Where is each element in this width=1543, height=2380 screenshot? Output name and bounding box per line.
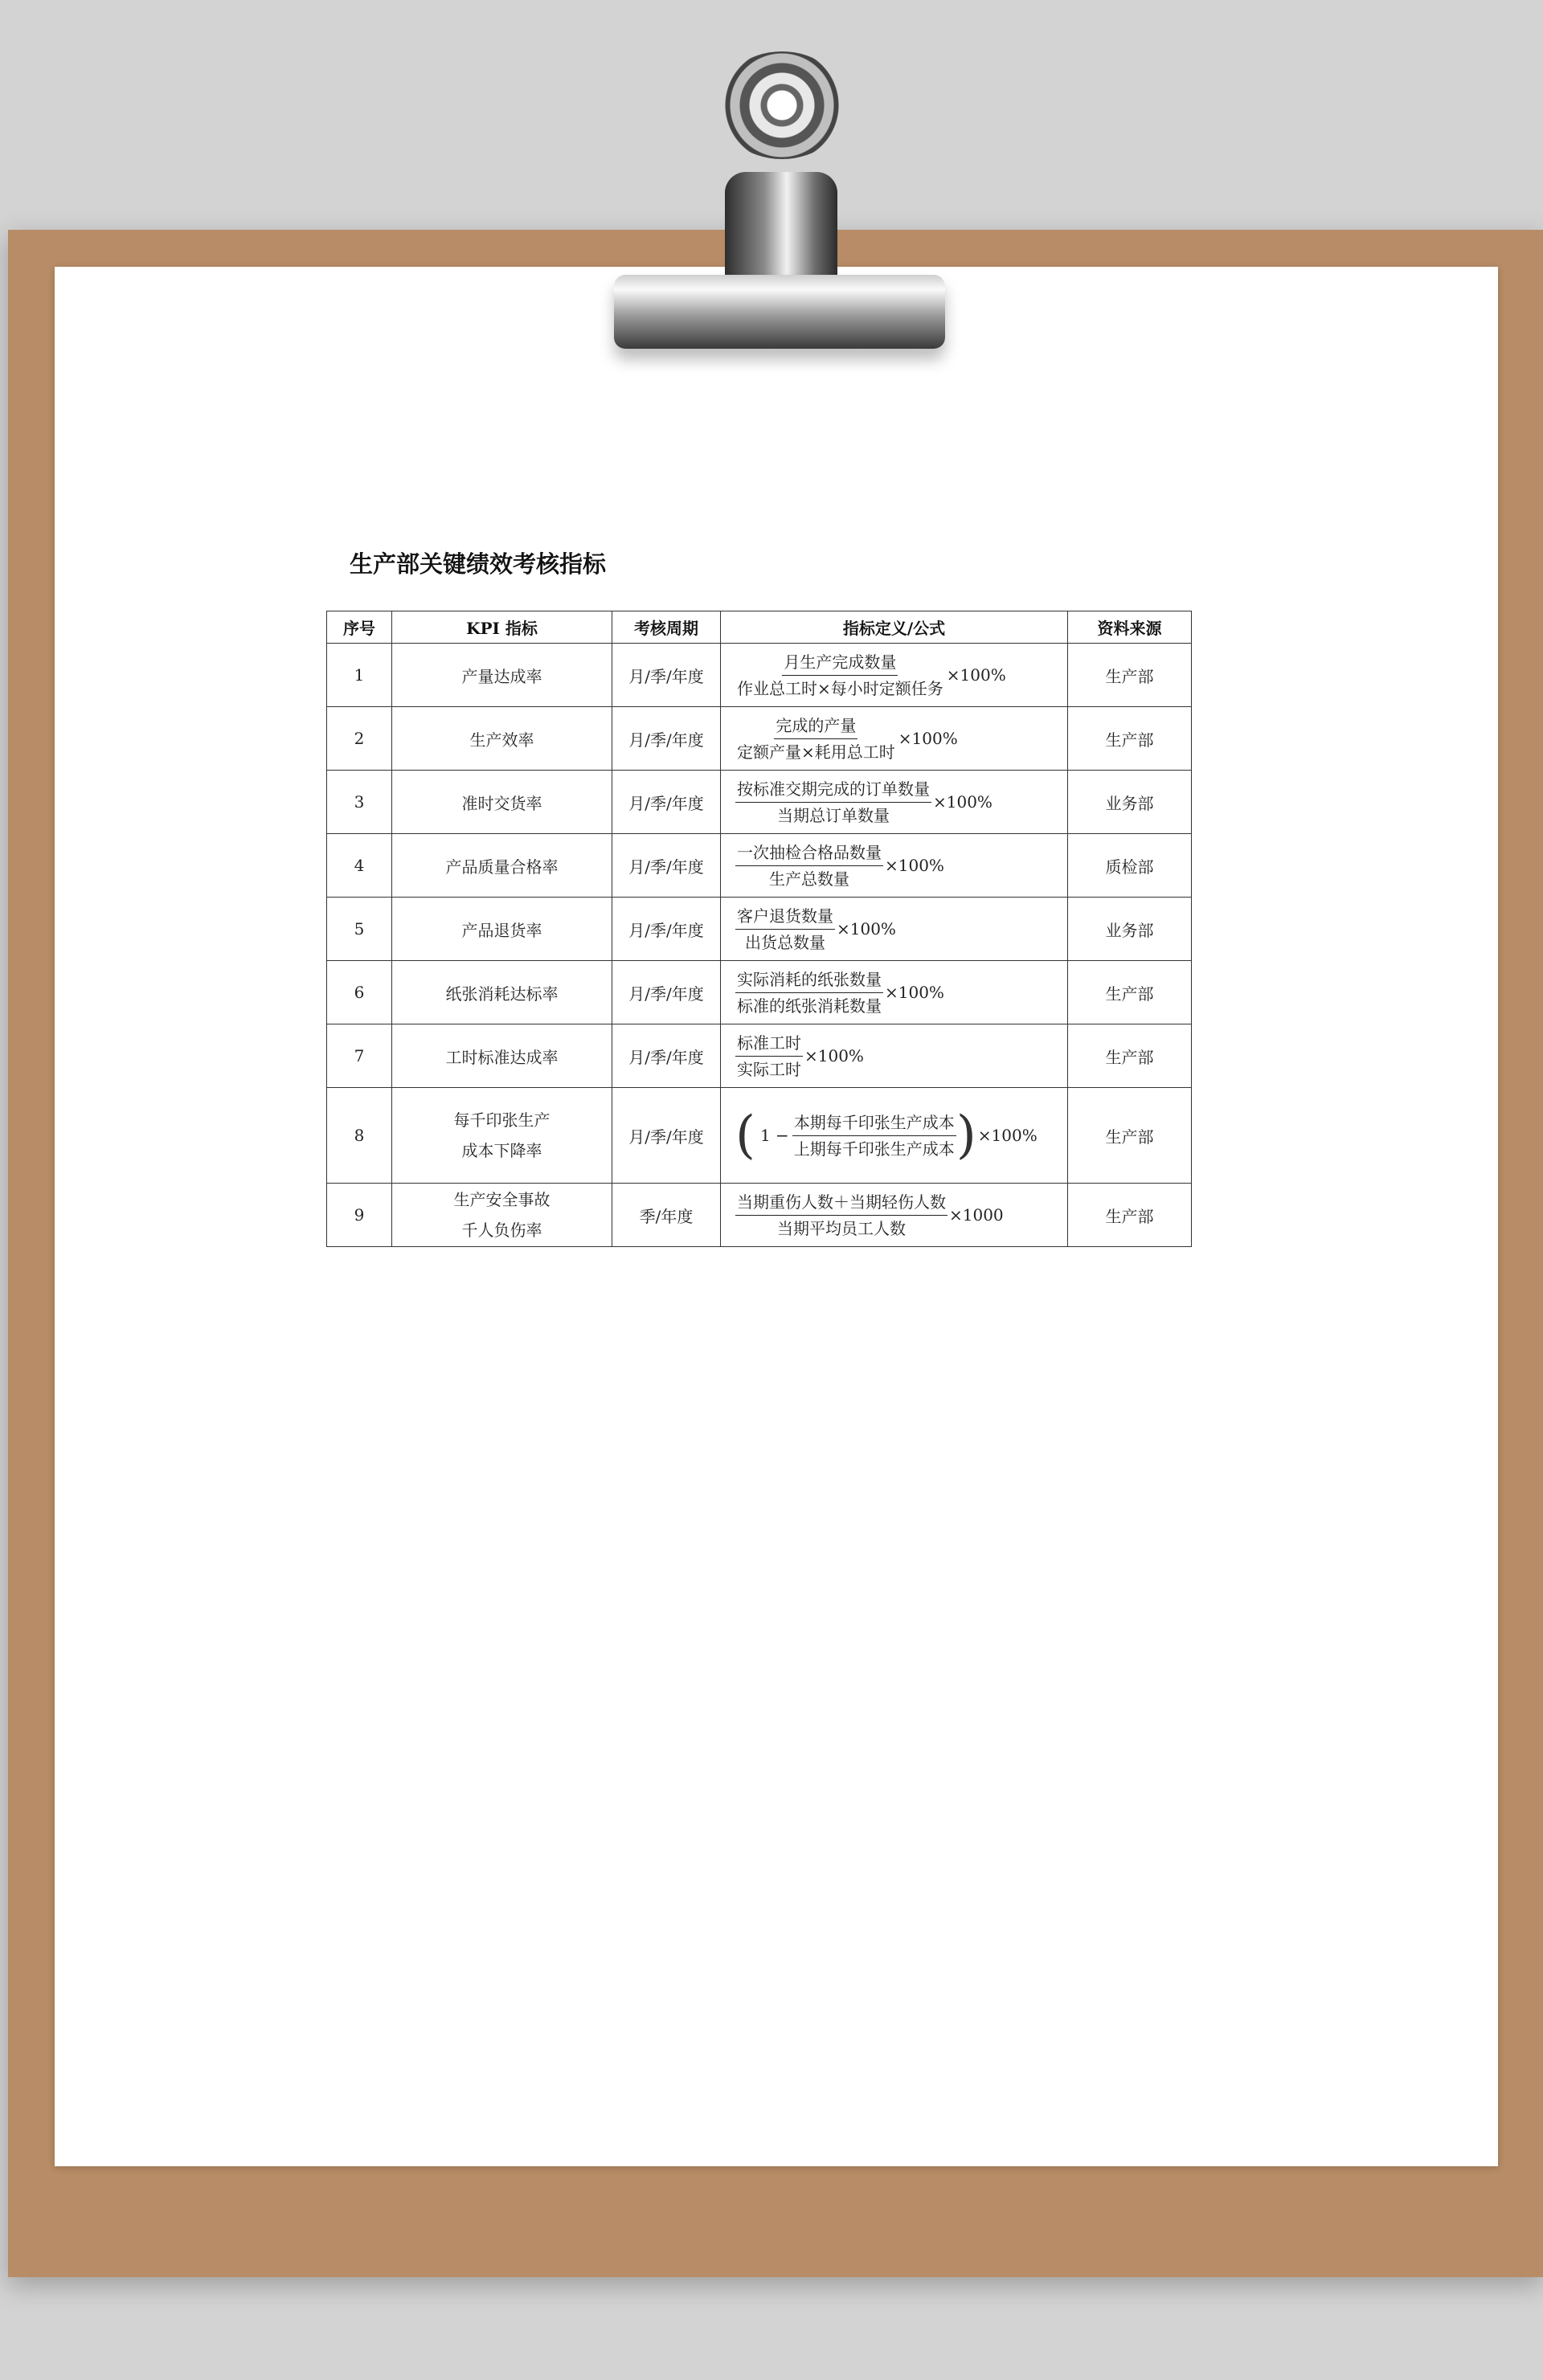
fraction — [735, 715, 897, 763]
numerator: 完成的产量 — [774, 715, 857, 739]
kpi-name: 准时交货率 — [392, 771, 612, 834]
multiplier: ×100% — [977, 1126, 1038, 1145]
row-number: 1 — [327, 644, 392, 707]
numerator: 本期每千印张生产成本 — [792, 1112, 956, 1136]
fraction — [735, 652, 945, 699]
multiplier: ×100% — [885, 983, 944, 1002]
data-source: 生产部 — [1068, 961, 1192, 1024]
numerator: 按标准交期完成的订单数量 — [735, 779, 931, 803]
multiplier: ×100% — [933, 792, 993, 812]
kpi-name: 产品退货率 — [392, 898, 612, 961]
row-number: 8 — [327, 1088, 392, 1184]
numerator: 一次抽检合格品数量 — [735, 842, 883, 866]
multiplier: ×100% — [885, 856, 944, 875]
table-row — [327, 961, 1192, 1024]
formula — [721, 1088, 1068, 1184]
table-row — [327, 644, 1192, 707]
formula — [721, 1024, 1068, 1088]
kpi-name-line: 生产安全事故 — [453, 1190, 550, 1209]
kpi-name-line: 千人负伤率 — [461, 1221, 542, 1240]
column-header: KPI 指标 — [392, 611, 612, 644]
fraction — [735, 779, 931, 826]
column-header: 序号 — [327, 611, 392, 644]
numerator: 客户退货数量 — [735, 906, 835, 930]
table-row — [327, 771, 1192, 834]
denominator: 定额产量×耗用总工时 — [737, 742, 895, 762]
kpi-table — [326, 611, 1192, 1247]
fraction — [735, 842, 883, 889]
data-source: 生产部 — [1068, 1184, 1192, 1247]
denominator: 作业总工时×每小时定额任务 — [737, 678, 943, 698]
denominator: 标准的纸张消耗数量 — [737, 996, 882, 1016]
multiplier: ×100% — [804, 1046, 864, 1065]
denominator: 实际工时 — [737, 1059, 801, 1079]
data-source: 业务部 — [1068, 771, 1192, 834]
review-period: 季/年度 — [612, 1184, 721, 1247]
fraction — [735, 906, 835, 953]
formula-prefix: 1 − — [759, 1126, 789, 1145]
data-source: 质检部 — [1068, 834, 1192, 898]
data-source: 生产部 — [1068, 1024, 1192, 1088]
data-source: 生产部 — [1068, 644, 1192, 707]
table-row — [327, 1088, 1192, 1184]
table-row — [327, 834, 1192, 898]
kpi-name-line: 每千印张生产 — [453, 1110, 550, 1130]
formula — [721, 771, 1068, 834]
data-source: 生产部 — [1068, 707, 1192, 771]
left-paren: ( — [735, 1106, 755, 1165]
review-period: 月/季/年度 — [612, 834, 721, 898]
binder-clip-icon — [0, 0, 1543, 362]
column-header: 指标定义/公式 — [721, 611, 1068, 644]
data-source: 生产部 — [1068, 1088, 1192, 1184]
denominator: 上期每千印张生产成本 — [793, 1139, 955, 1159]
denominator: 当期平均员工人数 — [777, 1218, 906, 1238]
table-row — [327, 1184, 1192, 1247]
formula — [721, 644, 1068, 707]
numerator: 实际消耗的纸张数量 — [735, 969, 883, 993]
kpi-name: 工时标准达成率 — [392, 1024, 612, 1088]
column-header: 资料来源 — [1068, 611, 1192, 644]
denominator: 生产总数量 — [769, 869, 849, 889]
row-number: 7 — [327, 1024, 392, 1088]
document-title: 生产部关键绩效考核指标 — [350, 550, 607, 578]
table-row — [327, 1024, 1192, 1088]
review-period: 月/季/年度 — [612, 771, 721, 834]
numerator: 月生产完成数量 — [782, 652, 898, 676]
kpi-name: 纸张消耗达标率 — [392, 961, 612, 1024]
multiplier: ×100% — [837, 919, 896, 939]
row-number: 3 — [327, 771, 392, 834]
review-period: 月/季/年度 — [612, 898, 721, 961]
kpi-name — [392, 1184, 612, 1247]
formula — [721, 898, 1068, 961]
fraction — [792, 1112, 956, 1159]
denominator: 出货总数量 — [745, 932, 825, 952]
clip-base — [614, 275, 945, 349]
table-header-row — [327, 611, 1192, 644]
review-period: 月/季/年度 — [612, 707, 721, 771]
multiplier: ×100% — [898, 729, 958, 748]
formula — [721, 707, 1068, 771]
row-number: 9 — [327, 1184, 392, 1247]
clip-ring — [717, 51, 847, 159]
kpi-name: 产品质量合格率 — [392, 834, 612, 898]
review-period: 月/季/年度 — [612, 1024, 721, 1088]
kpi-name: 生产效率 — [392, 707, 612, 771]
column-header: 考核周期 — [612, 611, 721, 644]
kpi-name: 产量达成率 — [392, 644, 612, 707]
formula — [721, 961, 1068, 1024]
denominator: 当期总订单数量 — [777, 805, 890, 825]
fraction — [735, 969, 883, 1016]
fraction — [735, 1192, 947, 1239]
numerator: 标准工时 — [735, 1033, 803, 1057]
data-source: 业务部 — [1068, 898, 1192, 961]
review-period: 月/季/年度 — [612, 1088, 721, 1184]
kpi-name-line: 成本下降率 — [461, 1141, 542, 1160]
kpi-name — [392, 1088, 612, 1184]
row-number: 2 — [327, 707, 392, 771]
review-period: 月/季/年度 — [612, 644, 721, 707]
table-row — [327, 898, 1192, 961]
multiplier: ×1000 — [949, 1205, 1004, 1225]
row-number: 5 — [327, 898, 392, 961]
fraction — [735, 1033, 803, 1080]
formula — [721, 1184, 1068, 1247]
numerator: 当期重伤人数＋当期轻伤人数 — [735, 1192, 947, 1216]
table-row — [327, 707, 1192, 771]
formula — [721, 834, 1068, 898]
review-period: 月/季/年度 — [612, 961, 721, 1024]
row-number: 6 — [327, 961, 392, 1024]
right-paren: ) — [956, 1106, 976, 1165]
multiplier: ×100% — [946, 665, 1006, 685]
row-number: 4 — [327, 834, 392, 898]
